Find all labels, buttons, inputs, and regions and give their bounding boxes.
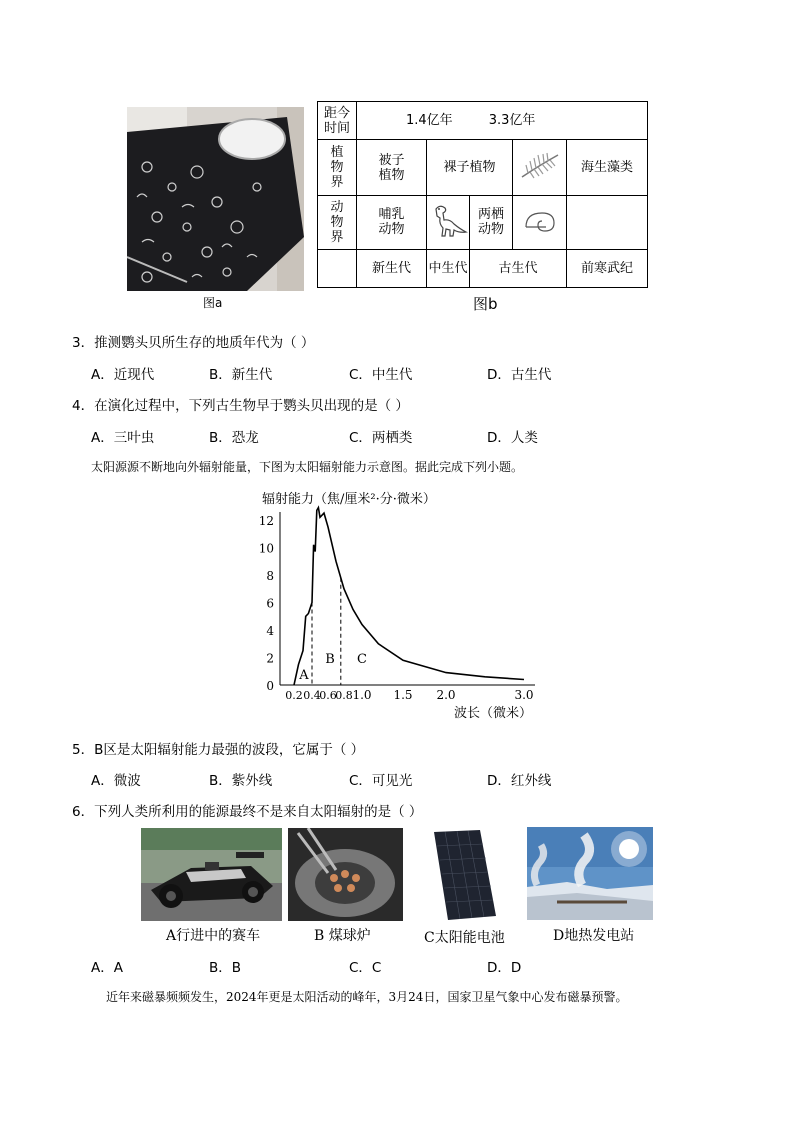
region-label-B: B xyxy=(325,652,335,667)
q6-option-c[interactable]: C．C xyxy=(349,960,382,976)
era-blank-cell xyxy=(318,249,357,287)
time-values xyxy=(357,102,648,140)
q4-option-a[interactable]: A．三叶虫 xyxy=(91,430,155,446)
dinosaur-icon xyxy=(428,201,468,239)
q5-option-b[interactable]: B．紫外线 xyxy=(209,773,273,789)
y-tick-8: 8 xyxy=(266,569,274,583)
marine-algae-cell: 海生藻类 xyxy=(567,140,648,196)
time-3.3: 3.3亿年 xyxy=(488,113,536,129)
intro-solar-radiation: 太阳源源不断地向外辐射能量，下图为太阳辐射能力示意图。据此完成下列小题。 xyxy=(91,460,524,474)
caption-b: B 煤球炉 xyxy=(314,928,371,944)
caption-c: C太阳能电池 xyxy=(424,930,505,946)
caption-a: A行进中的赛车 xyxy=(166,928,261,944)
q5-stem: 5．B区是太阳辐射能力最强的波段，它属于（ ） xyxy=(72,742,365,758)
x-tick-1.0: 1.0 xyxy=(352,688,372,702)
q3-option-b[interactable]: B．新生代 xyxy=(209,367,273,383)
geologic-timescale-table xyxy=(317,101,648,288)
chart-xlabel: 波长（微米） xyxy=(454,706,533,721)
geothermal-station-photo xyxy=(527,827,653,920)
solar-radiation-chart xyxy=(240,485,560,725)
x-tick-0.4: 0.4 xyxy=(303,689,321,702)
q4-stem: 4．在演化过程中，下列古生物早于鹦头贝出现的是（ ） xyxy=(72,398,409,414)
y-tick-6: 6 xyxy=(266,596,274,611)
x-tick-2.0: 2.0 xyxy=(436,688,456,702)
time-1.4: 1.4亿年 xyxy=(406,113,453,129)
region-label-A: A xyxy=(299,668,309,683)
q4-option-d[interactable]: D．人类 xyxy=(487,430,538,446)
era-mesozoic: 中生代 xyxy=(427,249,470,287)
y-tick-4: 4 xyxy=(266,624,274,638)
fig-b-caption: 图b xyxy=(473,295,498,313)
x-tick-1.5: 1.5 xyxy=(393,688,413,702)
empty-animal-cell xyxy=(567,196,648,250)
q6-option-d[interactable]: D．D xyxy=(487,960,522,976)
intro-magnetic-storm: 近年来磁暴频频发生，2024年更是太阳活动的峰年，3月24日，国家卫星气象中心发布磁暴预警。 xyxy=(106,990,628,1004)
time-label: 距今 时间 xyxy=(318,102,357,140)
mammal-cell: 哺乳 动物 xyxy=(357,196,427,250)
nautilus-shell-icon xyxy=(520,205,560,235)
chart-ylabel: 辐射能力（焦/厘米²·分·微米） xyxy=(262,492,436,507)
x-tick-0.2: 0.2 xyxy=(285,689,303,702)
fern-icon xyxy=(518,151,562,181)
gymnosperm-cell: 裸子植物 xyxy=(427,140,513,196)
q6-option-a[interactable]: A．A xyxy=(91,960,123,976)
q4-option-c[interactable]: C．两栖类 xyxy=(349,430,413,446)
q5-option-c[interactable]: C．可见光 xyxy=(349,773,413,789)
y-tick-10: 10 xyxy=(258,541,274,556)
fern-cell xyxy=(513,140,567,196)
solar-panel-photo xyxy=(428,828,500,923)
q3-option-c[interactable]: C．中生代 xyxy=(349,367,413,383)
x-tick-3.0: 3.0 xyxy=(514,688,534,702)
nautilus-cell xyxy=(513,196,567,250)
amphibian-cell: 两栖 动物 xyxy=(470,196,513,250)
y-tick-2: 2 xyxy=(266,651,274,666)
q6-option-b[interactable]: B．B xyxy=(209,960,242,976)
q5-option-a[interactable]: A．微波 xyxy=(91,773,141,789)
animal-kingdom-label: 动 物 界 xyxy=(318,196,357,250)
region-label-C: C xyxy=(357,652,367,667)
dinosaur-cell xyxy=(427,196,470,250)
fossil-countertop-photo xyxy=(127,107,304,291)
y-tick-12: 12 xyxy=(258,514,274,528)
fig-a-caption: 图a xyxy=(203,296,223,310)
q3-stem: 3．推测鹦头贝所生存的地质年代为（ ） xyxy=(72,335,315,351)
q4-option-b[interactable]: B．恐龙 xyxy=(209,430,259,446)
q5-option-d[interactable]: D．红外线 xyxy=(487,773,552,789)
coal-stove-photo xyxy=(288,828,403,921)
x-tick-0.6: 0.6 xyxy=(319,689,337,702)
y-tick-0: 0 xyxy=(266,679,274,693)
era-precambrian: 前寒武纪 xyxy=(567,249,648,287)
plant-kingdom-label: 植 物 界 xyxy=(318,140,357,196)
era-cenozoic: 新生代 xyxy=(357,249,427,287)
x-tick-0.8: 0.8 xyxy=(335,689,353,702)
q3-option-a[interactable]: A．近现代 xyxy=(91,367,155,383)
caption-d: D地热发电站 xyxy=(553,928,635,944)
q3-option-d[interactable]: D．古生代 xyxy=(487,367,552,383)
era-paleozoic: 古生代 xyxy=(470,249,567,287)
angiosperm-cell: 被子 植物 xyxy=(357,140,427,196)
race-car-photo xyxy=(141,828,282,921)
q6-stem: 6．下列人类所利用的能源最终不是来自太阳辐射的是（ ） xyxy=(72,804,423,820)
